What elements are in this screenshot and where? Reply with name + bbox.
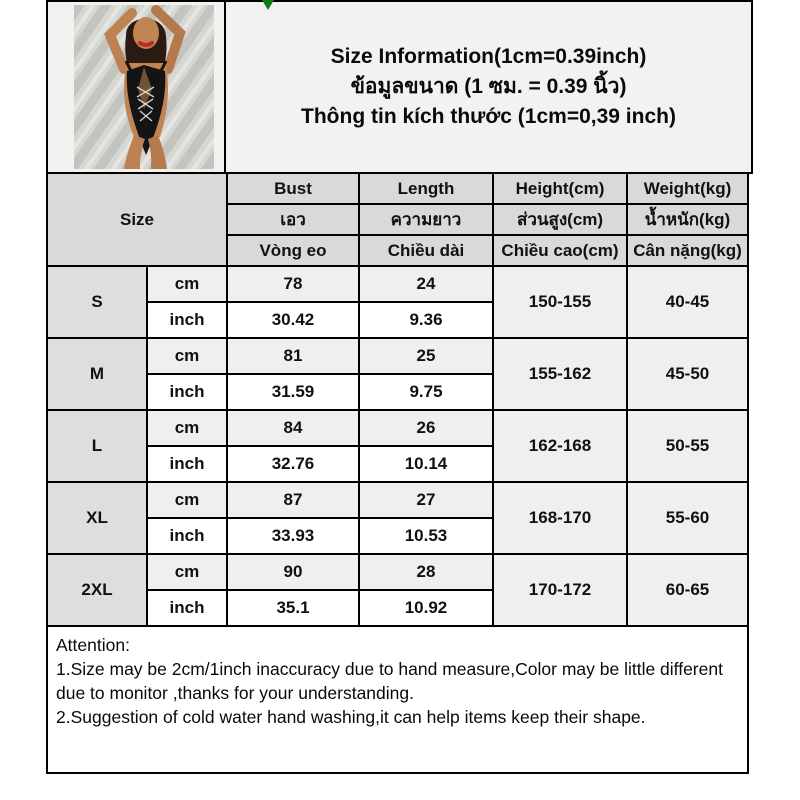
attention-heading: Attention:: [56, 635, 130, 655]
length-cm-value: 27: [359, 482, 493, 518]
bust-cm-value: 90: [227, 554, 359, 590]
bust-cm-value: 84: [227, 410, 359, 446]
length-inch-value: 10.92: [359, 590, 493, 626]
col-header-height-th: ส่วนสูง(cm): [493, 204, 627, 235]
height-value: 168-170: [493, 482, 627, 554]
length-inch-value: 9.36: [359, 302, 493, 338]
table-row: [47, 266, 748, 302]
table-row: [47, 482, 748, 518]
col-header-length-th: ความยาว: [359, 204, 493, 235]
height-value: 155-162: [493, 338, 627, 410]
length-cm-value: 25: [359, 338, 493, 374]
col-header-length-en: Length: [359, 173, 493, 204]
col-header-length-vi: Chiều dài: [359, 235, 493, 266]
bust-cm-value: 78: [227, 266, 359, 302]
weight-value: 40-45: [627, 266, 748, 338]
bust-cm-value: 87: [227, 482, 359, 518]
table-row: [47, 410, 748, 446]
size-cell-l: L: [47, 410, 147, 482]
length-cm-value: 26: [359, 410, 493, 446]
attention-item-2: 2.Suggestion of cold water hand washing,it can help items keep their shape.: [56, 707, 646, 727]
table-row: [47, 554, 748, 590]
size-table: [46, 172, 749, 627]
length-inch-value: 9.75: [359, 374, 493, 410]
height-value: 162-168: [493, 410, 627, 482]
unit-label-cm: cm: [147, 266, 227, 302]
height-value: 170-172: [493, 554, 627, 626]
bust-inch-value: 31.59: [227, 374, 359, 410]
green-corner-marker: [262, 0, 274, 10]
unit-label-inch: inch: [147, 590, 227, 626]
product-photo-illustration: [74, 5, 214, 169]
size-header-cell: Size: [47, 173, 227, 266]
weight-value: 60-65: [627, 554, 748, 626]
bust-inch-value: 32.76: [227, 446, 359, 482]
length-cm-value: 28: [359, 554, 493, 590]
col-header-bust-vi: Vòng eo: [227, 235, 359, 266]
product-photo: [74, 5, 214, 169]
col-header-bust-en: Bust: [227, 173, 359, 204]
length-inch-value: 10.53: [359, 518, 493, 554]
bust-inch-value: 33.93: [227, 518, 359, 554]
attention-box: [46, 625, 749, 774]
title-vietnamese: Thông tin kích thước (1cm=0,39 inch): [301, 105, 676, 128]
size-cell-xl: XL: [47, 482, 147, 554]
title-english: Size Information(1cm=0.39inch): [330, 45, 647, 68]
attention-item-1: 1.Size may be 2cm/1inch inaccuracy due to hand measure,Color may be little different due to monitor ,thanks for your understanding.: [56, 659, 723, 703]
col-header-height-en: Height(cm): [493, 173, 627, 204]
weight-value: 50-55: [627, 410, 748, 482]
unit-label-inch: inch: [147, 518, 227, 554]
product-photo-cell: [47, 1, 225, 173]
col-header-height-vi: Chiều cao(cm): [493, 235, 627, 266]
height-value: 150-155: [493, 266, 627, 338]
unit-label-cm: cm: [147, 482, 227, 518]
title-thai: ข้อมูลขนาด (1 ซม. = 0.39 นิ้ว): [350, 75, 627, 98]
unit-label-inch: inch: [147, 374, 227, 410]
length-inch-value: 10.14: [359, 446, 493, 482]
header-row-english: [47, 173, 748, 204]
size-cell-s: S: [47, 266, 147, 338]
size-cell-m: M: [47, 338, 147, 410]
unit-label-inch: inch: [147, 302, 227, 338]
table-row: [47, 338, 748, 374]
col-header-weight-th: น้ำหนัก(kg): [627, 204, 748, 235]
unit-label-cm: cm: [147, 410, 227, 446]
bust-inch-value: 35.1: [227, 590, 359, 626]
bust-cm-value: 81: [227, 338, 359, 374]
bust-inch-value: 30.42: [227, 302, 359, 338]
unit-label-cm: cm: [147, 338, 227, 374]
title-cell: [225, 1, 752, 173]
unit-label-inch: inch: [147, 446, 227, 482]
col-header-bust-th: เอว: [227, 204, 359, 235]
weight-value: 55-60: [627, 482, 748, 554]
col-header-weight-vi: Cân nặng(kg): [627, 235, 748, 266]
col-header-weight-en: Weight(kg): [627, 173, 748, 204]
size-cell-2xl: 2XL: [47, 554, 147, 626]
weight-value: 45-50: [627, 338, 748, 410]
top-section: [46, 0, 753, 174]
length-cm-value: 24: [359, 266, 493, 302]
unit-label-cm: cm: [147, 554, 227, 590]
size-chart-sheet: [46, 0, 747, 774]
